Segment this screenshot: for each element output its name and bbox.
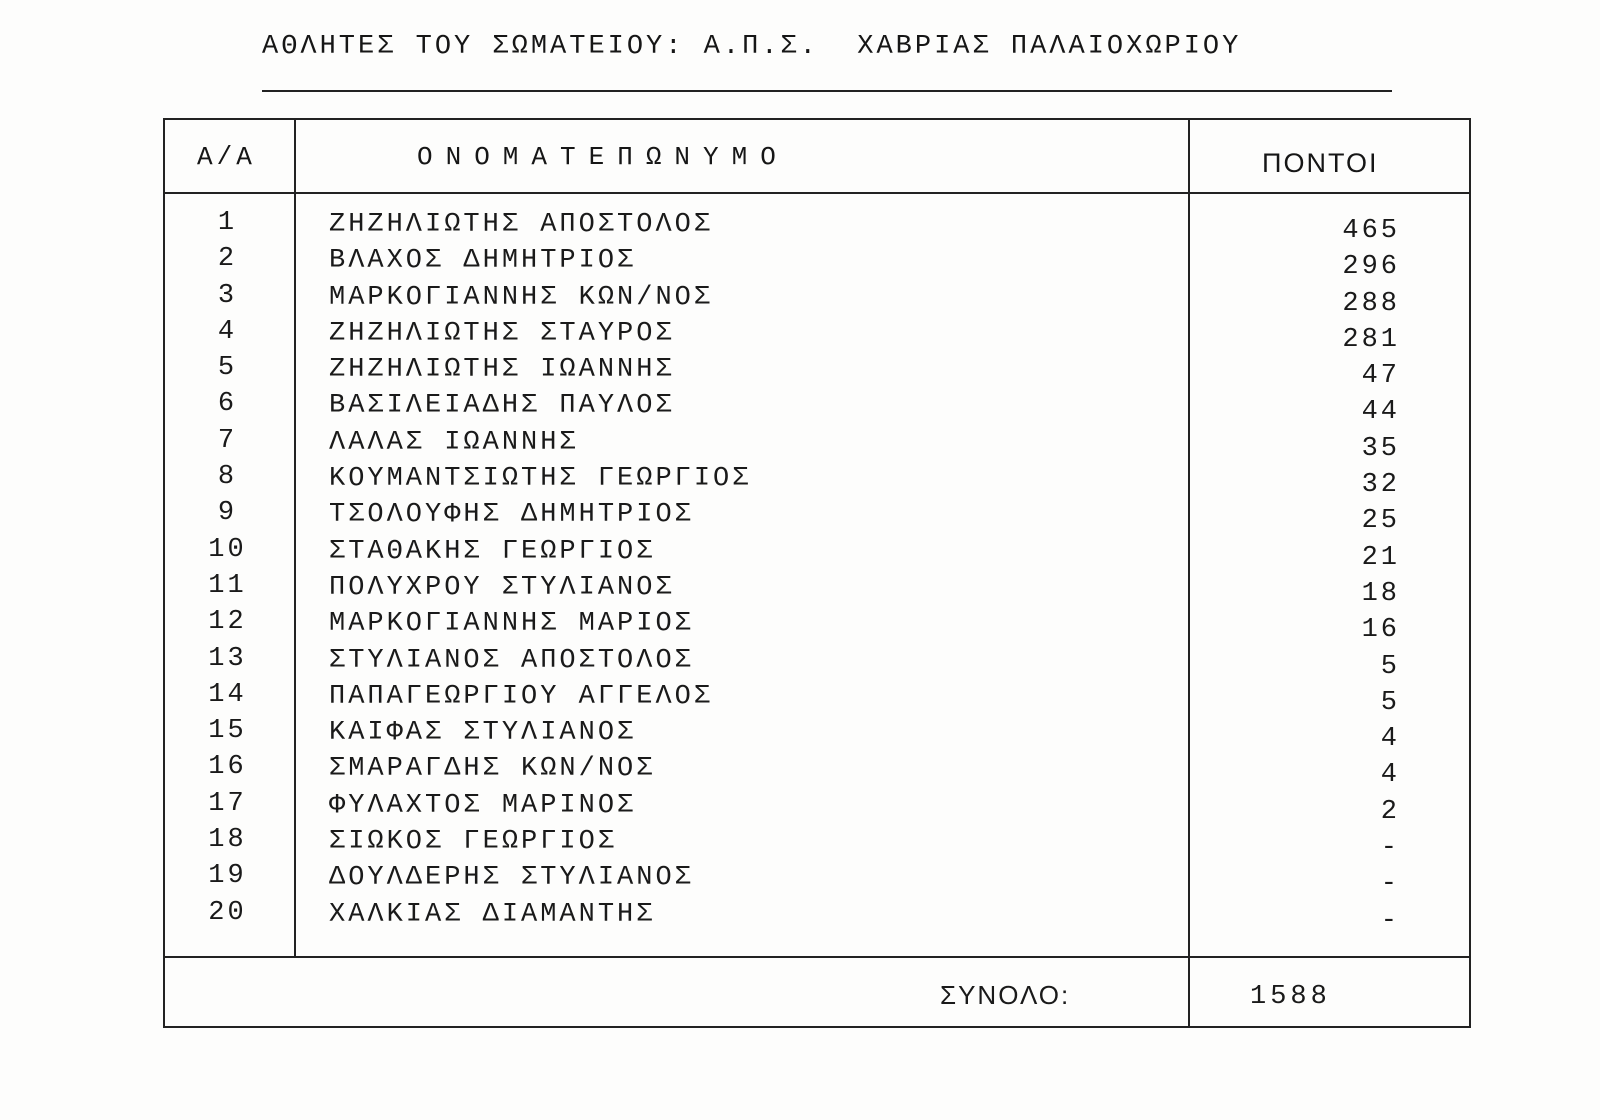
athlete-points: 281 (1342, 324, 1400, 355)
athlete-name: ΣΤΥΛΙΑΝΟΣ ΑΠΟΣΤΟΛΟΣ (329, 645, 694, 676)
row-number: 6 (217, 389, 238, 420)
total-value: 1588 (1250, 982, 1331, 1012)
athlete-name: ΚΑΙΦΑΣ ΣΤΥΛΙΑΝΟΣ (329, 718, 637, 749)
athlete-points: 288 (1342, 288, 1400, 319)
row-number: 15 (208, 716, 247, 747)
athlete-points: - (1380, 833, 1400, 864)
table-row (165, 317, 1469, 353)
athlete-name: ΜΑΡΚΟΓΙΑΝΝΗΣ ΜΑΡΙΟΣ (329, 609, 694, 640)
athlete-points: 44 (1361, 397, 1400, 428)
document-title: ΑΘΛΗΤΕΣ ΤΟΥ ΣΩΜΑΤΕΙΟΥ: Α.Π.Σ. ΧΑΒΡΙΑΣ ΠΑΛΑΙΟΧΩΡΙΟΥ (262, 32, 1242, 62)
athlete-name: ΖΗΖΗΛΙΩΤΗΣ ΣΤΑΥΡΟΣ (329, 318, 675, 349)
row-number: 1 (217, 208, 238, 238)
row-number: 13 (208, 643, 247, 674)
athlete-points: 47 (1361, 361, 1400, 392)
table-row (165, 607, 1469, 646)
athlete-points: 4 (1380, 724, 1400, 755)
table-row (165, 389, 1469, 428)
table-row (165, 644, 1469, 680)
table-row (165, 716, 1469, 755)
athlete-name: ΠΑΠΑΓΕΩΡΓΙΟΥ ΑΓΓΕΛΟΣ (329, 681, 714, 712)
total-label: ΣΥΝΟΛΟ: (940, 980, 1071, 1010)
athlete-name: ΣΜΑΡΑΓΔΗΣ ΚΩΝ/ΝΟΣ (329, 754, 656, 785)
footer-divider (165, 956, 1469, 958)
row-number: 20 (208, 897, 247, 928)
athlete-points: 32 (1361, 470, 1400, 501)
table-body (165, 208, 1469, 934)
table-row (165, 535, 1469, 571)
row-number: 7 (217, 425, 238, 456)
header-aa: Α/Α (197, 142, 256, 172)
table-row (165, 462, 1469, 501)
table-row (165, 898, 1469, 934)
athlete-name: ΜΑΡΚΟΓΙΑΝΝΗΣ ΚΩΝ/ΝΟΣ (329, 282, 714, 313)
row-number: 17 (208, 788, 247, 819)
table-row (165, 498, 1469, 537)
athlete-points: - (1380, 869, 1400, 900)
athlete-name: ΚΟΥΜΑΝΤΣΙΩΤΗΣ ΓΕΩΡΓΙΟΣ (329, 464, 752, 495)
athlete-name: ΖΗΖΗΛΙΩΤΗΣ ΑΠΟΣΤΟΛΟΣ (329, 210, 714, 240)
athlete-points: 5 (1380, 687, 1400, 718)
row-number: 5 (217, 353, 238, 384)
athlete-name: ΤΣΟΛΟΥΦΗΣ ΔΗΜΗΤΡΙΟΣ (329, 500, 694, 531)
title-underline (262, 90, 1392, 92)
athlete-points: 16 (1361, 615, 1400, 646)
table-row (165, 825, 1469, 864)
athlete-points: 25 (1361, 506, 1400, 537)
athlete-name: ΔΟΥΛΔΕΡΗΣ ΣΤΥΛΙΑΝΟΣ (329, 863, 694, 894)
row-number: 14 (208, 679, 247, 710)
athlete-name: ΒΛΑΧΟΣ ΔΗΜΗΤΡΙΟΣ (329, 246, 637, 277)
row-number: 12 (208, 607, 247, 638)
athlete-points: 21 (1361, 542, 1400, 573)
athlete-name: ΖΗΖΗΛΙΩΤΗΣ ΙΩΑΝΝΗΣ (329, 355, 675, 386)
athlete-points: 35 (1361, 433, 1400, 464)
athlete-points: 296 (1342, 252, 1400, 283)
row-number: 16 (208, 752, 247, 783)
table-row (165, 208, 1469, 244)
athlete-points: 465 (1342, 216, 1400, 246)
table-row (165, 571, 1469, 607)
row-number: 11 (208, 570, 247, 601)
athlete-points: 5 (1380, 651, 1400, 682)
athlete-name: ΒΑΣΙΛΕΙΑΔΗΣ ΠΑΥΛΟΣ (329, 391, 675, 422)
table-row (165, 281, 1469, 317)
table-row (165, 353, 1469, 392)
header-points: ΠΟΝΤΟΙ (1262, 148, 1379, 178)
row-number: 4 (217, 316, 238, 347)
row-number: 3 (217, 280, 238, 311)
row-number: 9 (217, 498, 238, 529)
row-number: 8 (217, 462, 238, 493)
table-row (165, 680, 1469, 716)
row-number: 10 (208, 534, 247, 565)
row-number: 19 (208, 861, 247, 892)
header-divider (165, 192, 1469, 194)
athletes-table (163, 118, 1471, 1028)
athlete-points: 4 (1380, 760, 1400, 791)
table-row (165, 244, 1469, 283)
header-name: ΟΝΟΜΑΤΕΠΩΝΥΜΟ (417, 142, 789, 172)
table-row (165, 861, 1469, 900)
athlete-name: ΠΟΛΥΧΡΟΥ ΣΤΥΛΙΑΝΟΣ (329, 572, 675, 603)
row-number: 2 (217, 244, 238, 275)
athlete-points: 18 (1361, 578, 1400, 609)
athlete-name: ΣΙΩΚΟΣ ΓΕΩΡΓΙΟΣ (329, 827, 618, 858)
table-row (165, 426, 1469, 462)
table-row (165, 789, 1469, 825)
athlete-name: ΧΑΛΚΙΑΣ ΔΙΑΜΑΝΤΗΣ (329, 899, 656, 930)
row-number: 18 (208, 825, 247, 856)
athlete-name: ΦΥΛΑΧΤΟΣ ΜΑΡΙΝΟΣ (329, 790, 637, 821)
athlete-name: ΛΑΛΑΣ ΙΩΑΝΝΗΣ (329, 427, 579, 458)
athlete-points: 2 (1380, 796, 1400, 827)
table-row (165, 752, 1469, 791)
athlete-name: ΣΤΑΘΑΚΗΣ ΓΕΩΡΓΙΟΣ (329, 536, 656, 567)
athlete-points: - (1380, 905, 1400, 936)
